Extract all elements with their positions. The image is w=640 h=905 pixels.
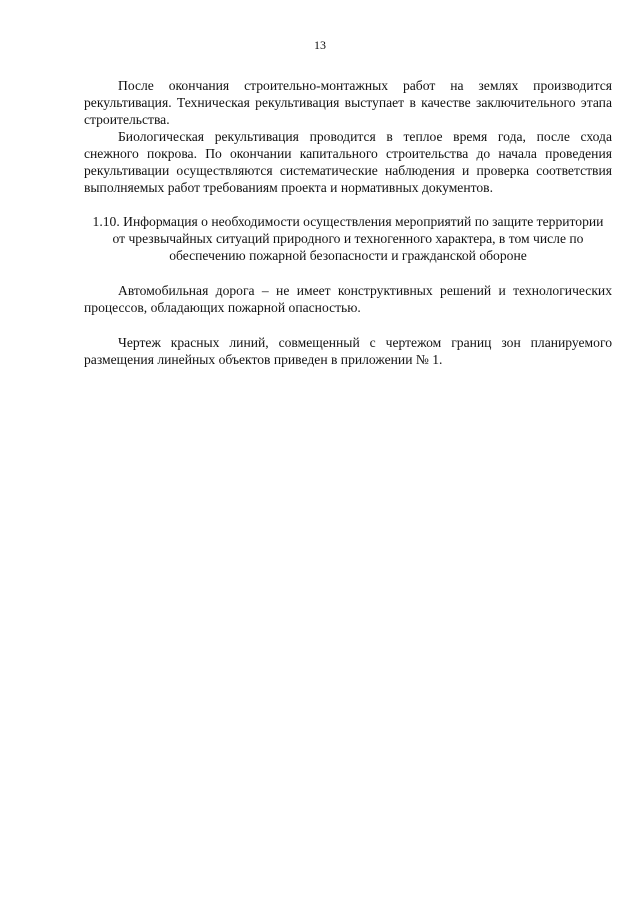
paragraph-fire-safety: Автомобильная дорога – не имеет конструктивных решений и технологических процессов, обладающих пожарной опасностью. — [84, 283, 612, 315]
page-number: 13 — [314, 38, 326, 52]
section-heading-1-10: 1.10. Информация о необходимости осуществления мероприятий по защите территории от чрезвычайных ситуаций природного и техногенного характера, в том числе по обеспечению пожарной безопасности и гражданской обороне — [92, 214, 604, 263]
paragraph-red-lines-drawing: Чертеж красных линий, совмещенный с чертежом границ зон планируемого размещения линейных объектов приведен в приложении № 1. — [84, 335, 612, 367]
paragraph-recultivation: После окончания строительно-монтажных работ на землях производится рекультивация. Техническая рекультивация выступает в качестве заключительного этапа строительства. — [84, 78, 612, 127]
paragraph-biological-recultivation: Биологическая рекультивация проводится в теплое время года, после схода снежного покрова. По окончании капитального строительства до начала проведения рекультивации осуществляются систематические наблюдения и проверка соответствия выполняемых работ требованиям проекта и нормативных документов. — [84, 129, 612, 195]
document-body — [84, 77, 612, 368]
